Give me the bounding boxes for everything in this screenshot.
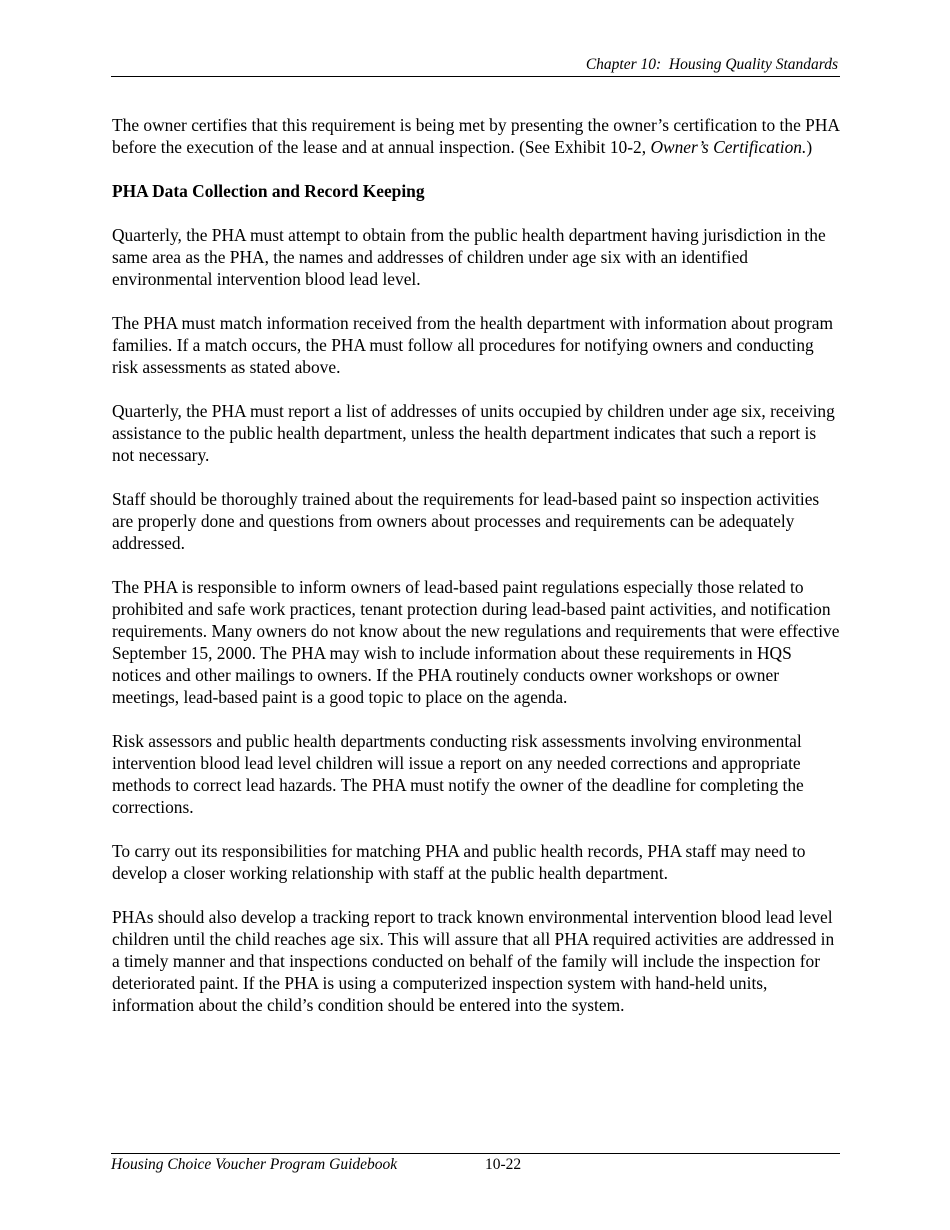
intro-text: The owner certifies that this requirement is being met by presenting the owner’s certification to the PHA before the execution of the lease and at annual inspection. (See Exhibit 10-2, <box>112 115 839 157</box>
paragraph-tracking-report: PHAs should also develop a tracking report to track known environmental intervention blood lead level children until the child reaches age six. This will assure that all PHA required activities are addressed in a timely manner and that inspections conducted on behalf of the family will include the inspection for deteriorated paint. If the PHA is using a computerized inspection system with hand-held units, information about the child’s condition should be entered into the system. <box>112 907 835 1015</box>
paragraph-risk-assessors: Risk assessors and public health departments conducting risk assessments involving environmental intervention blood lead level children will issue a report on any needed corrections and appropriate methods to correct lead hazards. The PHA must notify the owner of the deadline for completing the corrections. <box>112 731 804 817</box>
paragraph-inform-owners: The PHA is responsible to inform owners of lead-based paint regulations especially those related to prohibited and safe work practices, tenant protection during lead-based paint activities, and notification requirements. Many owners do not know about the new regulations and requirements that were effective September 15, 2000. The PHA may wish to include information about these requirements in HQS notices and other mailings to owners. If the PHA routinely conducts owner workshops or owner meetings, lead-based paint is a good topic to place on the agenda. <box>112 577 840 707</box>
intro-closing: ) <box>806 137 813 157</box>
page-number: 10-22 <box>485 1156 522 1173</box>
chapter-title: Chapter 10: Housing Quality Standards <box>585 56 838 73</box>
page-body <box>112 114 842 1038</box>
intro-paragraph <box>112 114 842 158</box>
paragraph-health-department-request: Quarterly, the PHA must attempt to obtain from the public health department having jurisdiction in the same area as the PHA, the names and addresses of children under age six with an identified environmental intervention blood lead level. <box>112 225 826 289</box>
page-footer <box>111 1153 840 1173</box>
paragraph-quarterly-report: Quarterly, the PHA must report a list of addresses of units occupied by children under age six, receiving assistance to the public health department, unless the health department indicates that such a report is not necessary. <box>112 401 835 465</box>
paragraph-staff-training: Staff should be thoroughly trained about the requirements for lead-based paint so inspection activities are properly done and questions from owners about processes and requirements can be adequately addressed. <box>112 489 820 553</box>
page-header <box>111 56 840 77</box>
guidebook-title: Housing Choice Voucher Program Guidebook <box>111 1156 398 1173</box>
exhibit-reference: Owner’s Certification. <box>650 137 807 157</box>
paragraph-match-information: The PHA must match information received from the health department with information about program families. If a match occurs, the PHA must follow all procedures for notifying owners and conducting risk assessments as stated above. <box>112 313 834 377</box>
paragraph-working-relationship: To carry out its responsibilities for matching PHA and public health records, PHA staff may need to develop a closer working relationship with staff at the public health department. <box>112 841 806 883</box>
section-heading: PHA Data Collection and Record Keeping <box>112 181 425 201</box>
